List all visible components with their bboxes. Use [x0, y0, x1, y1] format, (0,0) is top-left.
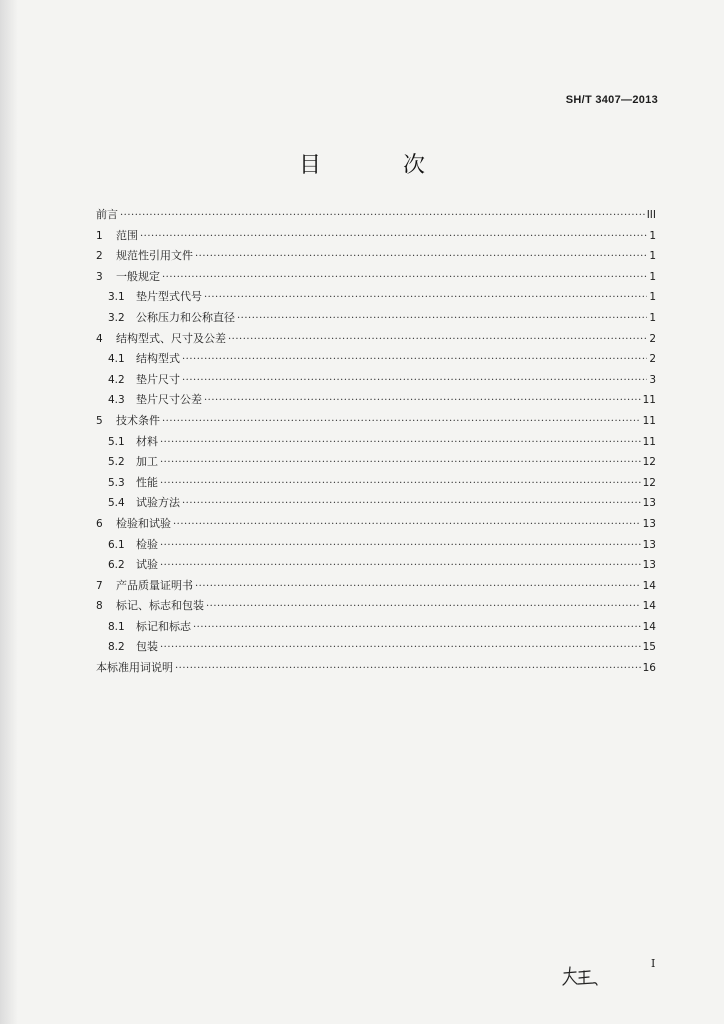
page-title: 目 次 [298, 153, 455, 178]
toc-entry-text: 加工 [136, 455, 158, 469]
toc-entry[interactable] [96, 617, 656, 638]
toc-entry-page: 1 [649, 250, 656, 263]
toc-entry[interactable] [96, 555, 656, 576]
toc-entry-number: 5.4 [108, 497, 125, 510]
toc-entry-number: 7 [96, 579, 103, 592]
toc-entry-page: 1 [649, 229, 656, 242]
toc-entry-page: 1 [649, 311, 656, 324]
toc-entry-text: 公称压力和公称直径 [136, 310, 235, 324]
toc-leader-dots [195, 247, 647, 268]
toc-entry-number: 4.3 [108, 394, 125, 407]
toc-entry-label [108, 493, 180, 514]
toc-entry-label [96, 411, 160, 432]
toc-entry-text: 试验方法 [136, 496, 180, 510]
toc-leader-dots [140, 227, 647, 248]
toc-leader-dots [182, 494, 641, 515]
toc-entry[interactable] [96, 473, 656, 494]
toc-entry-page: 13 [642, 538, 656, 551]
toc-entry-text: 范围 [116, 228, 138, 242]
toc-entry-label [108, 452, 158, 473]
toc-entry-number: 3 [96, 270, 103, 283]
toc-entry-number: 5.1 [108, 435, 125, 448]
toc-entry-label [108, 390, 202, 411]
toc-entry[interactable] [96, 452, 656, 473]
standard-number: SH/T 3407—2013 [565, 94, 658, 106]
toc-entry-page: 2 [649, 332, 656, 345]
toc-entry-label [108, 637, 158, 658]
toc-entry-number: 4 [96, 332, 103, 345]
toc-entry-label [108, 349, 180, 370]
toc-entry-page: 1 [649, 291, 656, 304]
toc-entry-number: 1 [96, 229, 103, 242]
toc-leader-dots [204, 391, 641, 412]
toc-entry-text: 检验和试验 [116, 516, 171, 530]
toc-entry-text: 标记、标志和包装 [116, 599, 204, 613]
toc-entry-text: 包装 [136, 640, 158, 654]
toc-entry[interactable] [96, 637, 656, 658]
toc-entry-label [96, 658, 173, 679]
toc-entry-label [108, 555, 158, 576]
toc-entry-text: 垫片尺寸 [136, 372, 180, 386]
toc-entry-label [108, 308, 235, 329]
toc-entry-page: 14 [642, 600, 656, 613]
toc-leader-dots [162, 412, 641, 433]
toc-entry-text: 结构型式、尺寸及公差 [116, 331, 226, 345]
toc-leader-dots [160, 536, 641, 557]
toc-entry-number: 6 [96, 517, 103, 530]
toc-entry-number: 4.2 [108, 373, 125, 386]
toc-entry-text: 规范性引用文件 [116, 249, 193, 263]
toc-entry-page: 11 [642, 435, 656, 448]
toc-entry[interactable] [96, 246, 656, 267]
toc-entry-label [108, 370, 180, 391]
toc-entry-page: 13 [642, 517, 656, 530]
toc-entry-text: 一般规定 [116, 269, 160, 283]
toc-entry[interactable] [96, 329, 656, 350]
toc-entry-label [96, 267, 160, 288]
toc-entry-page: 12 [642, 476, 656, 489]
toc-entry-label [108, 432, 158, 453]
toc-entry-page: 11 [642, 394, 656, 407]
toc-leader-dots [160, 433, 641, 454]
toc-entry-text: 垫片尺寸公差 [136, 393, 202, 407]
toc-entry-label [108, 473, 158, 494]
toc-entry-number: 2 [96, 250, 103, 263]
toc-entry-page: 16 [642, 662, 656, 675]
toc-entry-label [108, 617, 191, 638]
toc-entry[interactable] [96, 514, 656, 535]
toc-entry-number: 5.3 [108, 476, 125, 489]
toc-leader-dots [182, 350, 647, 371]
toc-entry-text: 技术条件 [116, 413, 160, 427]
toc-entry[interactable] [96, 390, 656, 411]
toc-entry-number: 4.1 [108, 353, 125, 366]
toc-entry-label [96, 514, 171, 535]
toc-entry-text: 性能 [136, 475, 158, 489]
toc-leader-dots [195, 577, 641, 598]
handwritten-signature [560, 963, 600, 993]
toc-entry[interactable] [96, 535, 656, 556]
toc-leader-dots [193, 618, 641, 639]
toc-leader-dots [173, 515, 641, 536]
toc-entry[interactable] [96, 267, 656, 288]
toc-entry-text: 标记和标志 [136, 619, 191, 633]
toc-leader-dots [160, 453, 641, 474]
toc-leader-dots [204, 288, 647, 309]
toc-entry-label [96, 596, 204, 617]
toc-leader-dots [228, 330, 647, 351]
toc-leader-dots [120, 206, 645, 227]
toc-entry[interactable] [96, 205, 656, 226]
table-of-contents [96, 205, 656, 679]
toc-leader-dots [160, 556, 641, 577]
toc-entry-text: 垫片型式代号 [136, 290, 202, 304]
toc-entry-number: 8 [96, 600, 103, 613]
toc-entry-label [96, 205, 118, 226]
toc-entry-label [96, 246, 193, 267]
toc-entry-label [96, 576, 193, 597]
toc-entry-text: 前言 [96, 208, 118, 221]
toc-entry-label [96, 226, 138, 247]
toc-entry-text: 试验 [136, 558, 158, 572]
toc-entry-page: 13 [642, 559, 656, 572]
toc-entry-number: 6.2 [108, 559, 125, 572]
toc-entry[interactable] [96, 287, 656, 308]
toc-entry[interactable] [96, 658, 656, 679]
toc-leader-dots [237, 309, 647, 330]
toc-entry[interactable] [96, 432, 656, 453]
toc-entry-number: 8.1 [108, 620, 125, 633]
toc-entry[interactable] [96, 370, 656, 391]
toc-entry-label [108, 535, 158, 556]
toc-entry-page: 1 [649, 270, 656, 283]
toc-entry[interactable] [96, 308, 656, 329]
page-number: I [651, 957, 656, 970]
toc-entry-text: 产品质量证明书 [116, 578, 193, 592]
toc-entry[interactable] [96, 596, 656, 617]
toc-entry-page: III [646, 209, 656, 221]
toc-entry[interactable] [96, 349, 656, 370]
toc-entry-label [96, 329, 226, 350]
toc-entry-text: 本标准用词说明 [96, 661, 173, 675]
toc-entry-number: 5 [96, 414, 103, 427]
toc-leader-dots [160, 638, 641, 659]
toc-entry-page: 12 [642, 456, 656, 469]
toc-leader-dots [182, 371, 647, 392]
toc-leader-dots [160, 474, 641, 495]
toc-entry[interactable] [96, 411, 656, 432]
toc-entry-page: 14 [642, 620, 656, 633]
toc-entry-page: 3 [649, 373, 656, 386]
toc-entry-text: 结构型式 [136, 352, 180, 366]
toc-entry-page: 2 [649, 353, 656, 366]
toc-entry[interactable] [96, 493, 656, 514]
toc-entry[interactable] [96, 576, 656, 597]
toc-entry-number: 5.2 [108, 456, 125, 469]
toc-entry-number: 3.2 [108, 311, 125, 324]
toc-entry-page: 15 [642, 641, 656, 654]
toc-entry-text: 材料 [136, 434, 158, 448]
toc-entry-page: 11 [642, 414, 656, 427]
toc-leader-dots [162, 268, 647, 289]
toc-entry-number: 8.2 [108, 641, 125, 654]
toc-leader-dots [175, 659, 641, 680]
toc-leader-dots [206, 597, 641, 618]
toc-entry-number: 6.1 [108, 538, 125, 551]
toc-entry[interactable] [96, 226, 656, 247]
toc-entry-label [108, 287, 202, 308]
toc-entry-text: 检验 [136, 537, 158, 551]
toc-entry-number: 3.1 [108, 291, 125, 304]
toc-entry-page: 13 [642, 497, 656, 510]
toc-entry-page: 14 [642, 579, 656, 592]
